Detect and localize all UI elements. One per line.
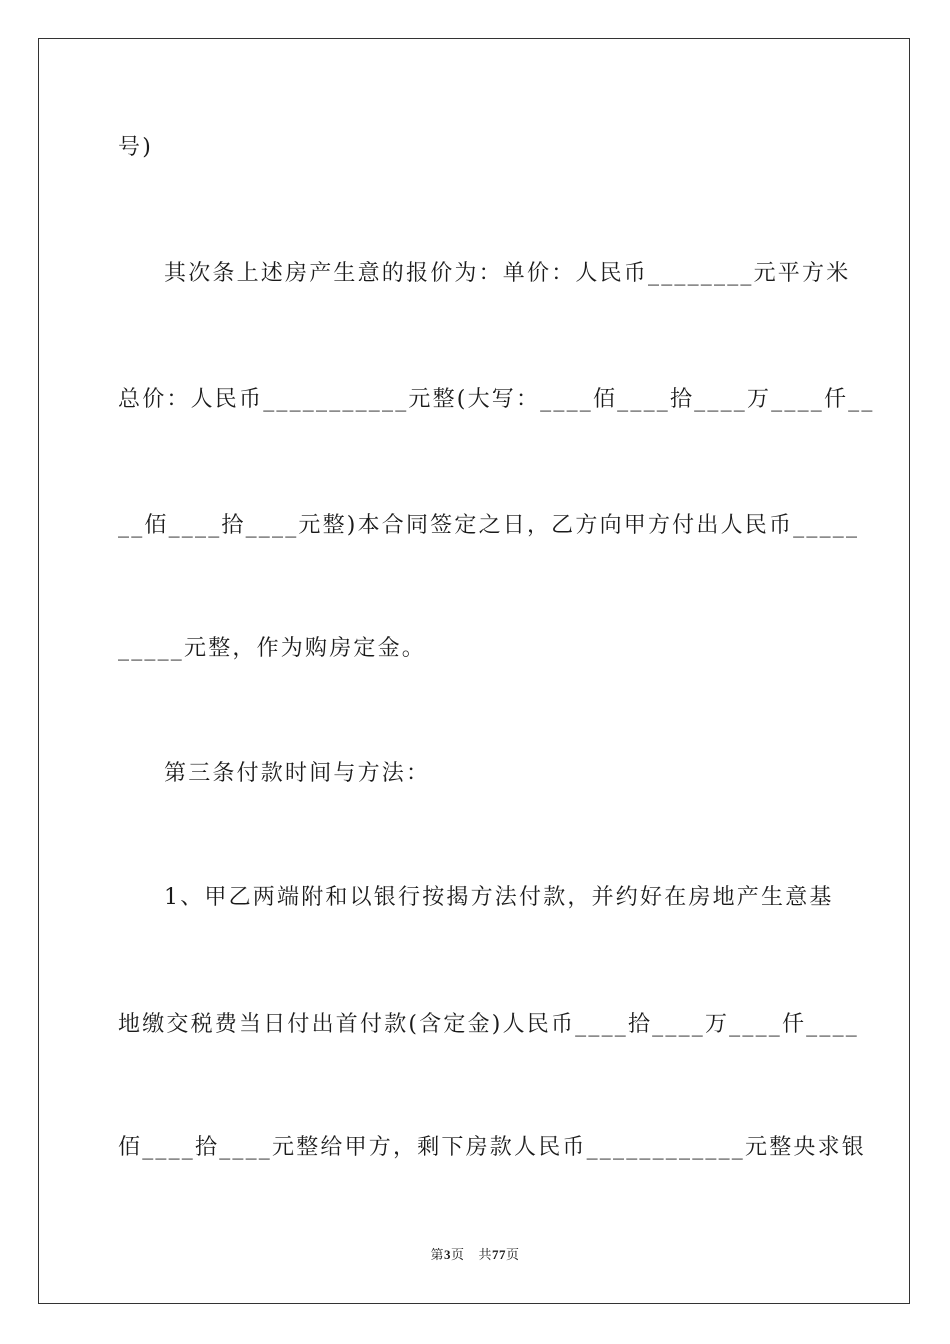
footer-page-prefix: 第 [430, 1248, 445, 1263]
footer-total-prefix: 共 [478, 1248, 492, 1263]
text-line-5: _____元整，作为购房定金。 [118, 636, 427, 661]
footer-page-suffix: 页 [451, 1248, 465, 1263]
page-border [38, 38, 910, 1304]
footer-total-suffix: 页 [505, 1248, 520, 1263]
text-line-7: 1、甲乙两端附和以银行按揭方法付款，并约好在房地产生意基 [164, 885, 834, 910]
page-footer [0, 1246, 950, 1265]
text-line-2: 其次条上述房产生意的报价为：单价：人民币________元平方米 [164, 261, 851, 286]
footer-total-pages: 77 [491, 1247, 506, 1262]
footer-page-number: 3 [444, 1247, 452, 1262]
text-line-1: 号) [118, 135, 153, 160]
text-line-4: __佰____拾____元整)本合同签定之日，乙方向甲方付出人民币_____ [118, 513, 860, 538]
text-line-6: 第三条付款时间与方法： [164, 761, 431, 786]
text-line-9: 佰____拾____元整给甲方，剩下房款人民币____________元整央求银 [118, 1135, 867, 1160]
text-line-8: 地缴交税费当日付出首付款(含定金)人民币____拾____万____仟____ [118, 1012, 859, 1037]
text-line-3: 总价：人民币___________元整(大写：____佰____拾____万____仟__ [118, 387, 875, 412]
